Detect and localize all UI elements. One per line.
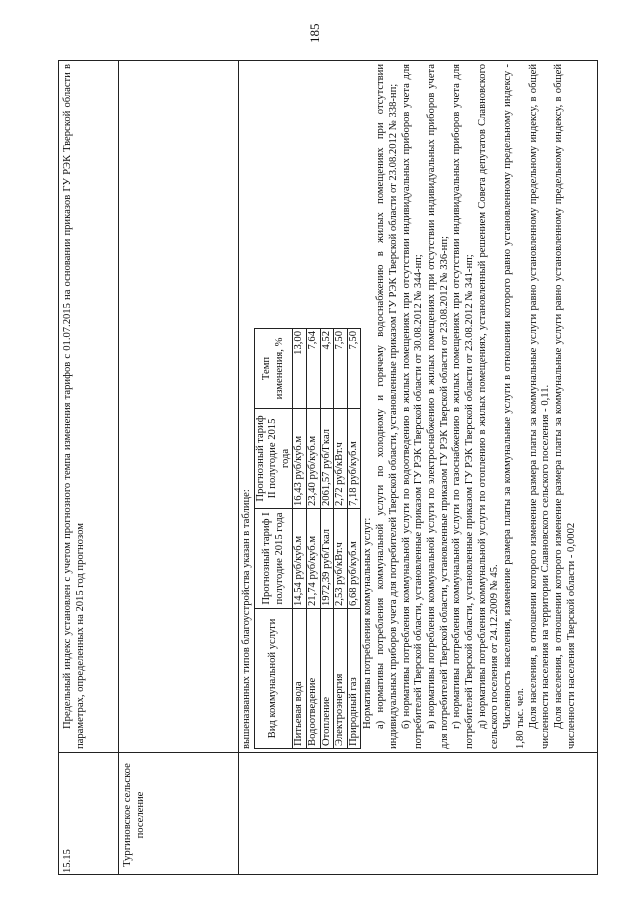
table-cell: Питьевая вода — [293, 609, 307, 749]
table-row — [347, 329, 361, 749]
paragraph-norm-v: в) нормативы потребления коммунальной услуги по электроснабжению в жилых помещениях при отсутствии индивидуальных приборов учета для потребителей Тверской области, установленные приказом ГУ РЭК Тверской области от 23.08.2012 № 336-нп; — [425, 64, 450, 749]
tariff-table-header — [254, 329, 293, 749]
paragraph-share-settlement: Доля населения, в отношении которого изменение размера платы за коммунальные услуги равно установленному предельному индексу, в общей численности населения на территории Славновского сельского поселения - 0,11. — [527, 64, 552, 749]
table-cell: 7,50 — [334, 329, 348, 409]
table-cell: 2061,57 руб/Гкал — [320, 409, 334, 509]
table-cell: 13,00 — [293, 329, 307, 409]
table-cell: Электроэнергия — [334, 609, 348, 749]
table-cell: 2,53 руб/кВт.ч — [334, 509, 348, 609]
paragraph-norm-g: г) нормативы потребления коммунальной услуги по газоснабжению в жилых помещениях при отсутствии индивидуальных приборов учета для потребителей Тверской области, установленные приказом ГУ РЭК Тверской области от 23.08.2012 № 341-нп; — [451, 64, 476, 749]
table-cell: 2,72 руб/кВт.ч — [334, 409, 348, 509]
table-cell: Отопление — [320, 609, 334, 749]
rotated-page-content — [58, 60, 598, 875]
paragraph-population-count: Численность населения, изменение размера платы за коммунальные услуги в отношении которого равно установленному предельному индексу - 1,80 тыс. чел. — [502, 64, 526, 749]
table-cell: 23,40 руб/куб.м — [307, 409, 321, 509]
tariff-table — [254, 328, 362, 749]
header-service: Вид коммунальной услуги — [254, 609, 293, 749]
table-row — [293, 329, 307, 749]
table-cell: 1972,39 руб/Гкал — [320, 509, 334, 609]
paragraph-index-basis: Предельный индекс установлен с учетом прогнозного темпа изменения тарифов с 01.07.2015 на основании приказов ГУ РЭК Тверской области в параметрах, определенных на 2015 год прогнозом — [62, 64, 86, 749]
top-line: вышеназванных типов благоустройства указан в таблице: — [241, 489, 252, 749]
table-cell: 21,74 руб/куб.м — [307, 509, 321, 609]
paragraph-norms-heading: Нормативы потребления коммунальных услуг: — [362, 517, 374, 729]
table-cell: 7,50 — [347, 329, 361, 409]
table-cell: 16,43 руб/куб.м — [293, 409, 307, 509]
paragraph-norm-d: д) нормативы потребления коммунальной услуги по отоплению в жилых помещениях, установленный решением Совета депутатов Славновского сельского поселения от 24.12.2009 № 45. — [476, 64, 501, 749]
table-row — [334, 329, 348, 749]
header-rate: Темп изменения, % — [254, 329, 293, 409]
table-cell: 7,18 руб/куб.м — [347, 409, 361, 509]
table-cell: 7,64 — [307, 329, 321, 409]
table-row — [307, 329, 321, 749]
row-1515-text — [62, 64, 87, 749]
column-divider-left — [58, 752, 598, 753]
row-divider-number — [118, 60, 119, 875]
table-cell: Природный газ — [347, 609, 361, 749]
content-cell — [241, 64, 595, 749]
table-row — [320, 329, 334, 749]
paragraph-share-region: Доля населения, в отношении которого изменение размера платы за коммунальные услуги равно установленному предельному индексу, в общей численности населения Тверской области - 0,0002 — [553, 64, 577, 749]
table-cell: Водоотведение — [307, 609, 321, 749]
header-tariff-h2: Прогнозный тариф II полугодие 2015 года — [254, 409, 293, 509]
settlement-name: Тургиновское сельское поселение — [122, 763, 146, 867]
row-number: 15.15 — [62, 849, 73, 873]
paragraph-norm-a: а) нормативы потребления коммунальной услуги по холодному и горячему водоснабжению в жилых помещениях при отсутствии индивидуальных приборов учета для потребителей Тверской области, установленные приказом ГУ РЭК Тверской области от 23.08.2012 № 338-нп; — [375, 64, 399, 749]
row-divider-settlement — [238, 60, 239, 875]
table-cell: 6,68 руб/куб.м — [347, 509, 361, 609]
table-cell: 14,54 руб/куб.м — [293, 509, 307, 609]
table-cell: 4,52 — [320, 329, 334, 409]
page-number: 185 — [307, 23, 322, 43]
header-tariff-h1: Прогнозный тариф I полугодие 2015 года — [254, 509, 293, 609]
paragraph-norm-b: б) нормативы потребления коммунальной услуги по водоотведению в жилых помещениях при отсутствии индивидуальных приборов учета для потребителей Тверской области, установленные приказом ГУ РЭК Тверской области от 30.08.2012 № 344-нп; — [400, 64, 425, 749]
